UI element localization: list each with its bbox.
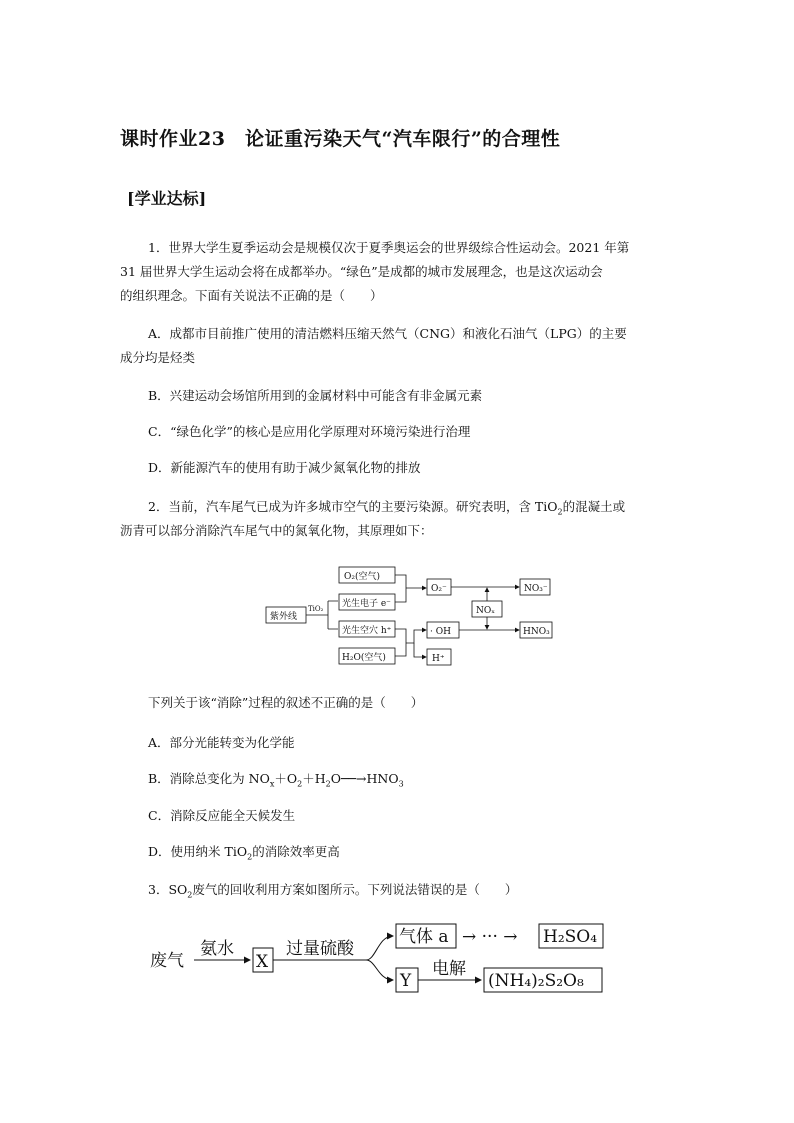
q3-stem: 3．$SO_2$废气的回收利用方案如图所示。下列说法错误的是（ ） [148,882,518,900]
section-heading: [学业达标] [127,189,207,208]
q2-line-2: 沥青可以部分消除汽车尾气中的氮氧化物，其原理如下： [120,523,433,538]
electrolysis-label: 电解 [432,959,466,979]
q1-line-2: 31 届世界大学生运动会将在成都举办。“绿色”是成都的城市发展理念，也是这次运动会 [120,264,603,279]
o2-minus-label: O₂⁻ [431,584,447,594]
q1-option-b: B．兴建运动会场馆所用到的金属材料中可能含有非金属元素 [148,388,483,403]
product-label: (NH₄)₂S₂O₈ [488,971,584,991]
q1-option-d: D．新能源汽车的使用有助于减少氮氧化物的排放 [148,460,421,475]
ammonia-label: 氨水 [200,939,234,959]
o2-air-label: O₂(空气) [344,572,381,582]
q2-option-c: C．消除反应能全天候发生 [148,808,296,823]
oh-label: · OH [430,627,451,637]
so2-recycle-diagram [146,916,616,1002]
h2so4-label: H₂SO₄ [543,927,598,947]
h-plus-label: H⁺ [432,654,445,664]
gas-a-label: 气体 a [399,927,449,947]
q2-option-d: D．使用纳米 TiO$_2$的消除效率更高 [148,844,340,862]
page-title: 课时作业23 论证重污染天气“汽车限行”的合理性 [120,128,561,150]
q1-option-a-line-1: A．成都市目前推广使用的清洁燃料压缩天然气（CNG）和液化石油气（LPG）的主要 [148,326,627,341]
q2-stem: 下列关于该“消除”过程的叙述不正确的是（ ） [148,695,424,710]
hole-label: 光生空穴 h⁺ [342,626,392,636]
no3-label: NO₃⁻ [524,584,548,594]
q2-option-a: A．部分光能转变为化学能 [148,735,295,750]
dots-label: → ··· → [462,927,518,947]
waste-gas-label: 废气 [150,951,184,971]
q2-option-b: B．消除总变化为 $NO_x+O_2+H_2O──\to HNO_3$ [148,771,404,789]
x-label: X [256,952,269,972]
hno3-label: HNO₃ [523,627,550,637]
q1-option-a-line-2: 成分均是烃类 [120,350,196,365]
uv-label: 紫外线 [270,612,298,622]
electron-label: 光生电子 e⁻ [342,599,391,609]
q2-line-1: 2．当前，汽车尾气已成为许多城市空气的主要污染源。研究表明，含 TiO$_2$的混凝土或 [148,499,626,517]
tio2-label: TiO₂ [308,605,324,613]
q1-line-3: 的组织理念。下面有关说法不正确的是（ ） [120,288,383,303]
h2o-air-label: H₂O(空气) [342,653,386,663]
acid-label: 过量硫酸 [286,939,354,959]
q1-line-1: 1．世界大学生夏季运动会是规模仅次于夏季奥运会的世界级综合性运动会。2021 年第 [148,240,630,255]
photocatalysis-diagram [262,563,562,671]
y-label: Y [400,971,412,991]
nox-label: NOₓ [476,606,496,616]
q1-option-c: C．“绿色化学”的核心是应用化学原理对环境污染进行治理 [148,424,471,439]
